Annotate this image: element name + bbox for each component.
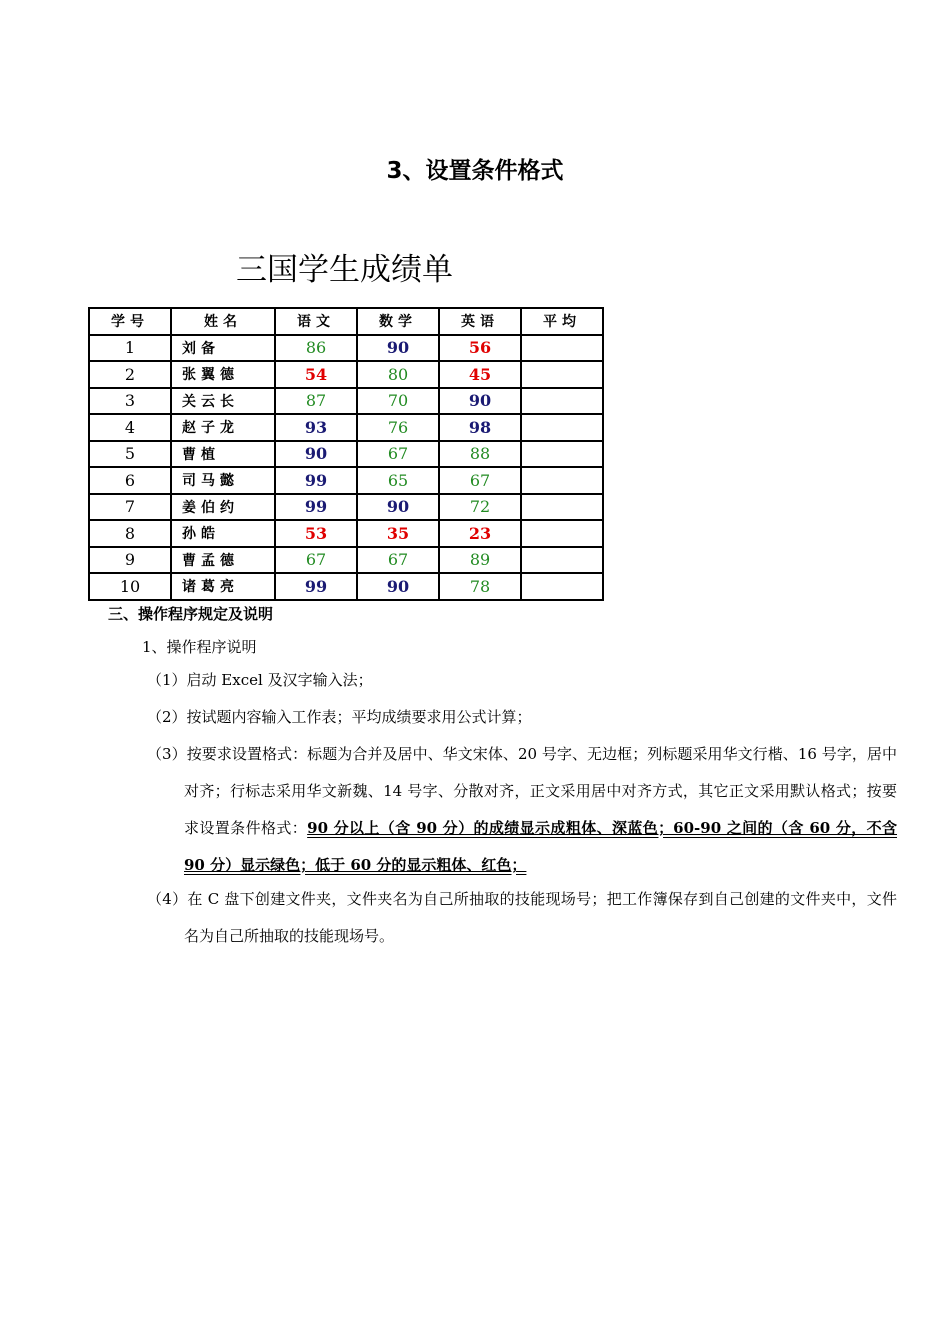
step-3 [147,736,897,884]
cell-name: 孙皓 [171,520,275,547]
step-3-emphasis: 90 分以上（含 90 分）的成绩显示成粗体、深蓝色；60-90 之间的（含 60 分，不含 90 分）显示绿色；低于 60 分的显示粗体、红色； [184,819,897,874]
cell-id: 3 [89,388,171,415]
column-header-math: 数学 [357,308,439,335]
cell-average [521,335,603,362]
column-header-english: 英语 [439,308,521,335]
cell-chinese: 90 [275,441,357,468]
cell-name: 张翼德 [171,361,275,388]
table-row [89,494,603,521]
cell-average [521,547,603,574]
step-3-text: （3）按要求设置格式：标题为合并及居中、华文宋体、20 号字、无边框；列标题采用华文行楷、16 号字，居中对齐；行标志采用华文新魏、14 号字、分散对齐，正文采用居中对齐方式，其它正文采用默认格式；按要求设置条件格式： [147,745,897,837]
cell-average [521,494,603,521]
cell-english: 98 [439,414,521,441]
cell-chinese: 99 [275,467,357,494]
cell-chinese: 99 [275,494,357,521]
cell-english: 23 [439,520,521,547]
cell-math: 80 [357,361,439,388]
cell-english: 90 [439,388,521,415]
cell-chinese: 87 [275,388,357,415]
cell-average [521,441,603,468]
cell-name: 司马懿 [171,467,275,494]
cell-math: 35 [357,520,439,547]
cell-chinese: 86 [275,335,357,362]
column-header-chinese: 语文 [275,308,357,335]
cell-math: 90 [357,494,439,521]
table-row [89,573,603,600]
cell-average [521,520,603,547]
cell-average [521,467,603,494]
cell-chinese: 93 [275,414,357,441]
cell-id: 4 [89,414,171,441]
cell-name: 赵子龙 [171,414,275,441]
cell-id: 1 [89,335,171,362]
cell-english: 67 [439,467,521,494]
table-row [89,335,603,362]
cell-english: 56 [439,335,521,362]
cell-name: 诸葛亮 [171,573,275,600]
cell-id: 7 [89,494,171,521]
cell-id: 2 [89,361,171,388]
cell-average [521,388,603,415]
step-2: （2）按试题内容输入工作表；平均成绩要求用公式计算； [147,708,532,726]
cell-chinese: 99 [275,573,357,600]
cell-math: 67 [357,547,439,574]
table-body [89,335,603,600]
cell-id: 8 [89,520,171,547]
cell-english: 72 [439,494,521,521]
grades-table [88,307,604,601]
cell-english: 89 [439,547,521,574]
table-header-row [89,308,603,335]
column-header-average: 平均 [521,308,603,335]
cell-english: 45 [439,361,521,388]
cell-name: 曹孟德 [171,547,275,574]
cell-id: 6 [89,467,171,494]
cell-math: 67 [357,441,439,468]
cell-average [521,573,603,600]
table-row [89,547,603,574]
column-header-name: 姓名 [171,308,275,335]
table-row [89,361,603,388]
table-row [89,441,603,468]
cell-math: 65 [357,467,439,494]
cell-name: 曹植 [171,441,275,468]
cell-chinese: 54 [275,361,357,388]
cell-math: 70 [357,388,439,415]
cell-average [521,361,603,388]
cell-math: 90 [357,573,439,600]
step-4: （4）在 C 盘下创建文件夹，文件夹名为自己所抽取的技能现场号；把工作簿保存到自己创建的文件夹中，文件名为自己所抽取的技能现场号。 [147,890,897,945]
subheading: 1、操作程序说明 [142,638,257,656]
table-row [89,414,603,441]
cell-english: 78 [439,573,521,600]
step-1: （1）启动 Excel 及汉字输入法； [147,671,373,689]
table-row [89,388,603,415]
table-row [89,520,603,547]
cell-math: 76 [357,414,439,441]
cell-chinese: 53 [275,520,357,547]
cell-name: 关云长 [171,388,275,415]
section-heading: 三、操作程序规定及说明 [108,605,274,623]
table-row [89,467,603,494]
cell-english: 88 [439,441,521,468]
cell-id: 10 [89,573,171,600]
cell-id: 9 [89,547,171,574]
cell-id: 5 [89,441,171,468]
cell-math: 90 [357,335,439,362]
cell-average [521,414,603,441]
cell-chinese: 67 [275,547,357,574]
cell-name: 姜伯约 [171,494,275,521]
cell-name: 刘备 [171,335,275,362]
page-heading: 3、设置条件格式 [386,158,564,184]
sheet-title: 三国学生成绩单 [236,252,453,288]
column-header-id: 学号 [89,308,171,335]
